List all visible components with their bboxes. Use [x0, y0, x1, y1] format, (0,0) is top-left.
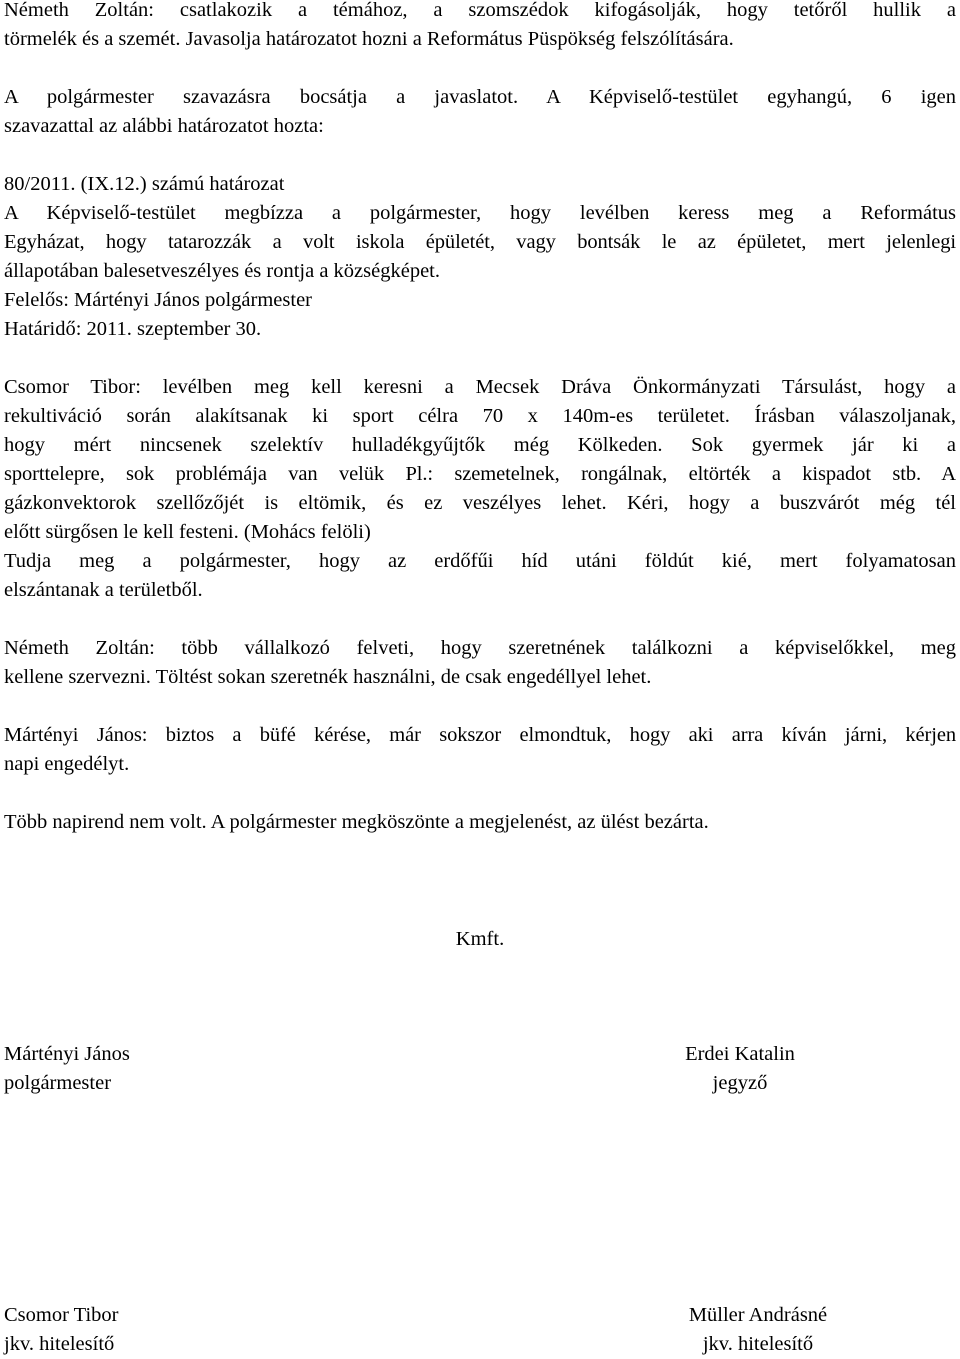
signature-name: Erdei Katalin: [685, 1043, 795, 1065]
paragraph-line: előtt sürgősen le kell festeni. (Mohács felöli): [4, 521, 371, 543]
paragraph-line: A Képviselő-testület megbízza a polgármester, hogy levélben keress meg a Református: [4, 202, 956, 224]
paragraph-line: Egyházat, hogy tatarozzák a volt iskola épületét, vagy bontsák le az épületet, mert jelenlegi: [4, 231, 956, 253]
paragraph-line: Több napirend nem volt. A polgármester megköszönte a megjelenést, az ülést bezárta.: [4, 811, 709, 833]
paragraph-line: A polgármester szavazásra bocsátja a javaslatot. A Képviselő-testület egyhangú, 6 igen: [4, 86, 956, 108]
paragraph-line: Mártényi János: biztos a büfé kérése, már sokszor elmondtuk, hogy aki arra kíván járni, kérjen: [4, 724, 956, 746]
signature-name: Mártényi János: [4, 1043, 130, 1065]
resolution-responsible: Felelős: Mártényi János polgármester: [4, 289, 313, 311]
signature-name: Csomor Tibor: [4, 1304, 119, 1326]
paragraph-line: hogy mért nincsenek szelektív hulladékgyűjtők még Kölkeden. Sok gyermek jár ki a: [4, 434, 956, 456]
resolution-title: 80/2011. (IX.12.) számú határozat: [4, 173, 285, 195]
paragraph-line: gázkonvektorok szellőzőjét is eltömik, és ez veszélyes lehet. Kéri, hogy a buszvárót még tél: [4, 492, 956, 514]
resolution-deadline: Határidő: 2011. szeptember 30.: [4, 318, 262, 340]
paragraph-line: Tudja meg a polgármester, hogy az erdőfűi híd utáni földút kié, mert folyamatosan: [4, 550, 956, 572]
paragraph-line: Csomor Tibor: levélben meg kell keresni a Mecsek Dráva Önkormányzati Társulást, hogy a: [4, 376, 956, 398]
signature-role: jkv. hitelesítő: [702, 1333, 814, 1355]
paragraph-line: törmelék és a szemét. Javasolja határozatot hozni a Református Püspökség felszólítására.: [4, 28, 734, 50]
paragraph-line: napi engedélyt.: [4, 753, 130, 775]
signature-authenticator-1: [4, 1301, 119, 1359]
signature-authenticator-2: [658, 1301, 858, 1359]
paragraph-line: sporttelepre, sok problémája van velük Pl.: szemetelnek, rongálnak, eltörték a kispadot stb. A: [4, 463, 956, 485]
paragraph-line: Németh Zoltán: több vállalkozó felveti, hogy szeretnének találkozni a képviselőkkel, meg: [4, 637, 956, 659]
closing-kmft: Kmft.: [455, 928, 505, 950]
signature-mayor: [4, 1040, 130, 1098]
paragraph-line: Németh Zoltán: csatlakozik a témához, a szomszédok kifogásolják, hogy tetőről hullik a: [4, 0, 956, 21]
paragraph-line: szavazattal az alábbi határozatot hozta:: [4, 115, 324, 137]
paragraph-line: rekultiváció során alakítsanak ki sport célra 70 x 140m-es területet. Írásban válaszoljanak,: [4, 405, 956, 427]
signature-notary: [640, 1040, 840, 1098]
signature-role: polgármester: [4, 1072, 112, 1094]
paragraph-line: állapotában balesetveszélyes és rontja a községképet.: [4, 260, 441, 282]
signature-role: jkv. hitelesítő: [4, 1333, 115, 1355]
paragraph-line: elszántanak a területből.: [4, 579, 203, 601]
paragraph-line: kellene szervezni. Töltést sokan szeretnék használni, de csak engedéllyel lehet.: [4, 666, 652, 688]
signature-role: jegyző: [712, 1072, 768, 1094]
signature-name: Müller Andrásné: [688, 1304, 828, 1326]
